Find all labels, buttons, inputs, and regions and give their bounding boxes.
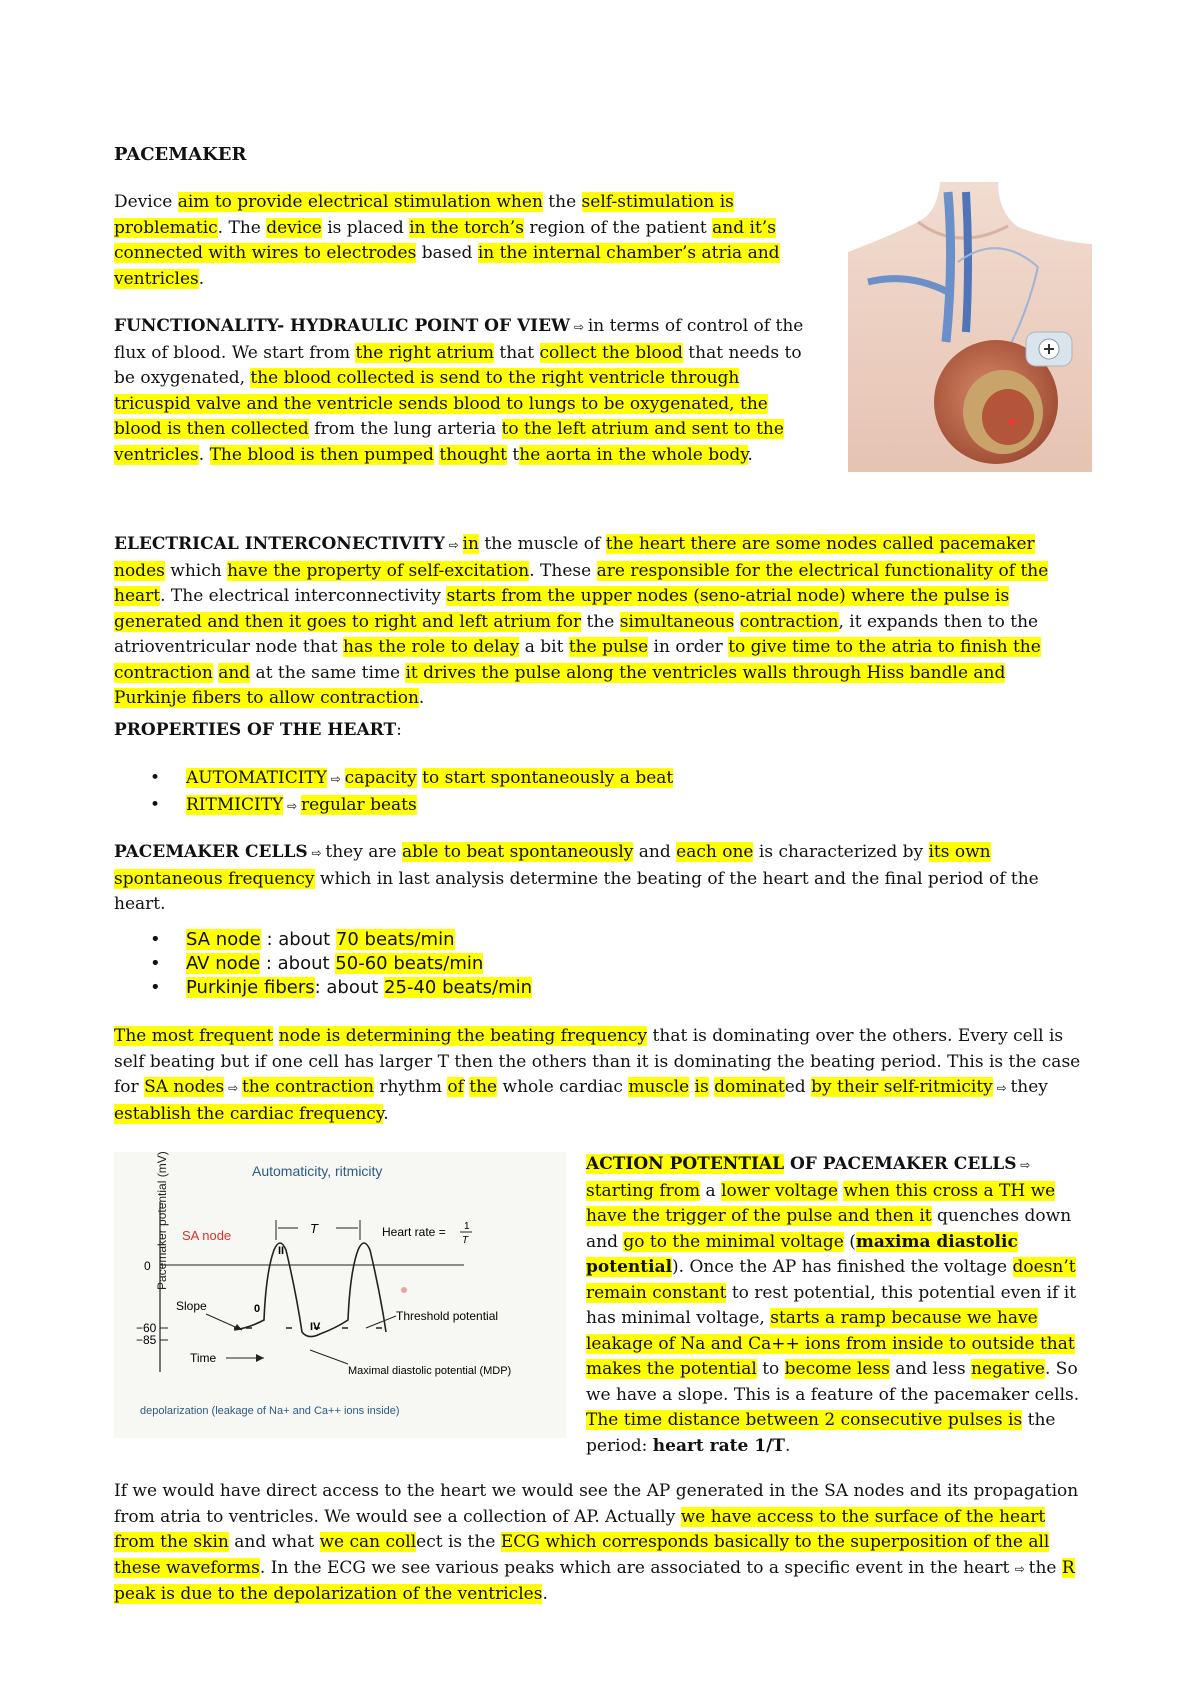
text-segment: and what [228,1532,320,1552]
text-segment: 70 beats/min [335,929,455,950]
text-segment: the contraction [241,1077,374,1097]
text-segment [734,612,739,632]
text-segment: a [700,1180,722,1201]
text-segment: The time distance between 2 consecutive pulses is [586,1410,1023,1430]
text-segment: dominat [714,1077,785,1097]
text-segment: become less [784,1359,890,1379]
text-segment: whole cardiac [497,1077,629,1097]
list-item: • Purkinje fibers: about 25-40 beats/min [150,977,533,998]
text-segment: 50-60 beats/min [335,953,484,974]
text-segment: ed [784,1077,812,1097]
text-segment: maxima diastolic potential [586,1231,1018,1277]
arrow-icon: ⇨ [1016,1158,1031,1172]
page-title: PACEMAKER [114,144,247,165]
text-segment: OF PACEMAKER CELLS [784,1154,1017,1174]
diagram-tick-85: −85 [136,1333,157,1347]
list-item: • AV node : about 50-60 beats/min [150,953,484,974]
text-segment: SA nodes [144,1077,225,1097]
diagram-y-label: Pacemaker potential (mV) [155,1152,169,1290]
diagram-tick-0: 0 [144,1259,151,1273]
text-segment: muscle [628,1077,690,1097]
text-segment [689,1077,694,1097]
text-segment: Device [114,192,178,212]
text-segment: it drives the pulse along the ventricles walls through Hiss bandle and Purkinje fibers to allow contraction [114,662,1006,708]
text-segment: aim to provide electrical stimulation when [177,192,543,212]
text-segment: AV node [186,953,261,974]
text-segment: ). Once the AP has finished the voltage [672,1257,1013,1277]
arrow-icon: ⇨ [283,798,301,813]
ecg-paragraph [114,1479,1089,1608]
text-segment: . So we have a slope. This is a feature of the pacemaker cells. [586,1359,1080,1405]
text-segment: lower voltage [721,1180,839,1201]
diagram-caption: depolarization (leakage of Na+ and Ca++ ions inside) [140,1405,400,1417]
text-segment: heart rate 1/T [652,1435,785,1456]
diagram-node-label: SA node [182,1228,232,1243]
text-segment: the [542,192,582,212]
text-segment: is [694,1077,709,1097]
text-segment: in terms of control of the flux of blood. We start from [114,316,804,363]
text-segment: If we would have direct access to the heart we would see the AP generated in the SA nodes and its propagation from atria to ventricles. We would see a collection of AP. Actually [114,1481,1079,1527]
text-segment: when this cross a TH we have the trigger of the pulse and then it [586,1180,1056,1226]
text-segment: : about [314,977,385,998]
text-segment: the heart there are some nodes called pacemaker nodes [114,534,1035,581]
arrow-icon: ⇨ [307,846,326,860]
arrow-icon: ⇨ [326,772,345,786]
text-segment: they are [325,842,402,862]
diagram-fraction-denominator: T [462,1235,469,1246]
text-segment: SA node [186,929,261,950]
frequent-paragraph [114,1024,1089,1127]
text-segment: starting from [586,1180,701,1201]
text-segment: and it’s connected with wires to electrodes [114,217,776,263]
arrow-icon: ⇨ [444,538,463,552]
text-segment: the [1028,1557,1062,1578]
text-segment: region of the patient [523,217,713,238]
text-segment: device [266,217,322,238]
text-segment: to give time to the atria to finish the contraction [114,637,1041,683]
action-potential-diagram [114,1152,566,1438]
text-segment: . These [529,560,597,581]
text-segment: contraction [739,611,839,632]
properties-list [150,766,673,819]
text-segment: . [383,1103,389,1124]
diagram-fraction-numerator: 1 [464,1221,470,1232]
arrow-icon: ⇨ [570,320,588,334]
text-segment: quenches down and [586,1206,1072,1252]
text-segment: negative [971,1359,1045,1379]
text-segment: the period: [586,1410,1056,1456]
arrow-icon: ⇨ [224,1081,242,1095]
diagram-phase-iv: IV [310,1321,321,1333]
text-segment: has the role to delay [343,637,520,657]
text-segment: to rest potential, this potential even if it has minimal voltage, [586,1282,1077,1328]
diagram-slope-label: Slope [176,1299,207,1313]
text-segment: . [198,268,205,289]
properties-heading: PROPERTIES OF THE HEART: [114,720,402,740]
text-segment: The blood is then pumped [209,444,434,465]
text-segment: ECG which corresponds basically to the superposition of the all these waveforms [114,1532,1050,1578]
text-segment: to start spontaneously a beat [422,768,674,788]
text-segment: and [633,842,677,862]
diagram-phase-0: 0 [254,1303,261,1315]
text-segment: . In the ECG we see various peaks which are associated to a specific event in the heart [259,1557,1015,1578]
text-segment: simultaneous [619,611,735,632]
text-segment: the blood collected is send to the right ventricle through tricuspid valve and the ventricle sends blood to lungs to be oxygenated, [114,368,740,414]
diagram-threshold-label: Threshold potential [396,1309,499,1323]
functionality-paragraph [114,314,816,468]
text-segment: ELECTRICAL INTERCONECTIVITY [114,534,445,554]
text-segment: the right atrium [355,342,494,363]
text-segment: by their self-ritmicity [811,1077,993,1097]
text-segment: which in last analysis determine the beating of the heart and the final period of the heart. [114,868,1039,914]
text-segment: in [462,534,479,554]
text-segment: PACEMAKER CELLS [114,842,308,862]
text-segment: he aorta in the whole body [519,444,748,465]
text-segment: . [418,688,425,708]
text-segment: ACTION POTENTIAL [586,1154,785,1174]
text-segment: thought [439,444,507,465]
text-segment: go to the minimal voltage [623,1231,844,1252]
text-segment: able to beat spontaneously [401,842,634,862]
text-segment: and [218,662,251,683]
text-segment: , it expands then to the atrioventricular node that [114,611,1039,657]
text-segment: that needs to be oxygenated, [114,342,802,388]
text-segment: node is determining the beating frequency [278,1026,648,1046]
text-segment: t [507,444,520,465]
text-segment: . [784,1435,791,1456]
text-segment: each one [676,842,754,862]
text-segment: doesn’t remain constant [586,1257,1076,1303]
text-segment: of [447,1077,464,1097]
electrical-paragraph [114,532,1064,712]
list-item: • SA node : about 70 beats/min [150,929,455,950]
text-segment: AUTOMATICITY [186,768,327,788]
text-segment: are responsible for the electrical functionality of the heart [114,560,1049,606]
text-segment: the muscle of [478,534,606,554]
text-segment: the pulse [568,637,649,657]
text-segment: R peak is due to the depolarization of the ventricles [114,1557,1075,1604]
text-segment: regular beats [300,794,417,815]
diagram-tick-60: −60 [136,1321,157,1335]
arrow-icon: ⇨ [992,1081,1011,1095]
text-segment [273,1026,278,1046]
intro-paragraph [114,190,794,292]
text-segment: based [416,243,478,263]
text-segment: have the property of self-excitation [227,560,530,581]
text-segment: from the lung arteria [308,419,502,439]
arrow-icon: ⇨ [1014,1561,1029,1576]
text-segment: to [756,1359,785,1379]
text-segment: self-stimulation is problematic [114,192,734,238]
text-segment: is placed [321,217,410,238]
text-segment: at the same time [250,662,406,683]
rates-list [150,928,532,1000]
text-segment: that [493,342,540,363]
text-segment: . The electrical interconnectivity [160,586,447,606]
text-segment: : about [260,953,336,974]
diagram-heart-rate-label: Heart rate = [382,1225,446,1239]
list-item: • AUTOMATICITY ⇨ capacity to start spontaneously a beat [150,768,674,788]
diagram-title: Automaticity, ritmicity [252,1163,383,1179]
text-segment: starts from the upper nodes (seno-atrial node) where the pulse is generated and then it goes to right and left atrium for [114,586,1010,632]
text-segment: to the left atrium and sent to the ventricles [114,419,784,465]
text-segment: FUNCTIONALITY- HYDRAULIC POINT OF VIEW [114,316,571,336]
text-segment: the blood is then collected [114,393,768,439]
list-item: • RITMICITY ⇨ regular beats [150,794,417,815]
text-segment: in the internal chamber’s atria and ventricles [114,243,780,289]
text-segment: Purkinje fibers [186,977,315,998]
text-segment: its own spontaneous frequency [114,842,991,889]
text-segment: RITMICITY [186,794,284,815]
text-segment: : about [260,929,336,950]
text-segment: the [469,1077,498,1097]
diagram-phase-ii: II [278,1245,285,1257]
pacemaker-illustration [848,182,1092,472]
text-segment: that is dominating over the others. Every cell is self beating but if one cell has larger T then the others than it is dominating the beating period. This is the case for [114,1026,1081,1097]
text-segment: we have access to the surface of the heart from the skin [114,1506,1046,1552]
text-segment: a bit [519,637,569,657]
text-segment: and less [889,1359,972,1379]
diagram-time-label: Time [190,1351,217,1365]
text-segment: which [164,560,228,581]
diagram-mdp-label: Maximal diastolic potential (MDP) [348,1365,512,1377]
text-segment: . [542,1584,548,1604]
text-segment: ( [843,1231,856,1252]
text-segment: we can coll [319,1532,417,1552]
text-segment: . [747,444,753,465]
text-segment: establish the cardiac frequency [114,1103,384,1124]
text-segment: is characterized by [753,842,929,862]
text-segment: The most frequent [114,1026,274,1046]
action-potential-paragraph [586,1152,1098,1459]
text-segment: in the torch’s [409,217,524,238]
text-segment: rhythm [373,1077,448,1097]
text-segment: 25-40 beats/min [384,977,533,998]
text-segment: starts a ramp because we have leakage of Na and Ca++ ions from inside to outside that makes the potential [586,1308,1075,1379]
text-segment: . The [217,217,267,238]
text-segment: collect the blood [539,342,683,363]
text-segment: . [198,444,210,465]
pacemaker-cells-paragraph [114,840,1069,918]
text-segment: the [581,611,620,632]
diagram-period-label: T [310,1221,318,1236]
text-segment: ect is the [416,1532,501,1552]
text-segment: in order [648,637,729,657]
text-segment: capacity [344,768,417,788]
text-segment: they [1010,1077,1048,1097]
